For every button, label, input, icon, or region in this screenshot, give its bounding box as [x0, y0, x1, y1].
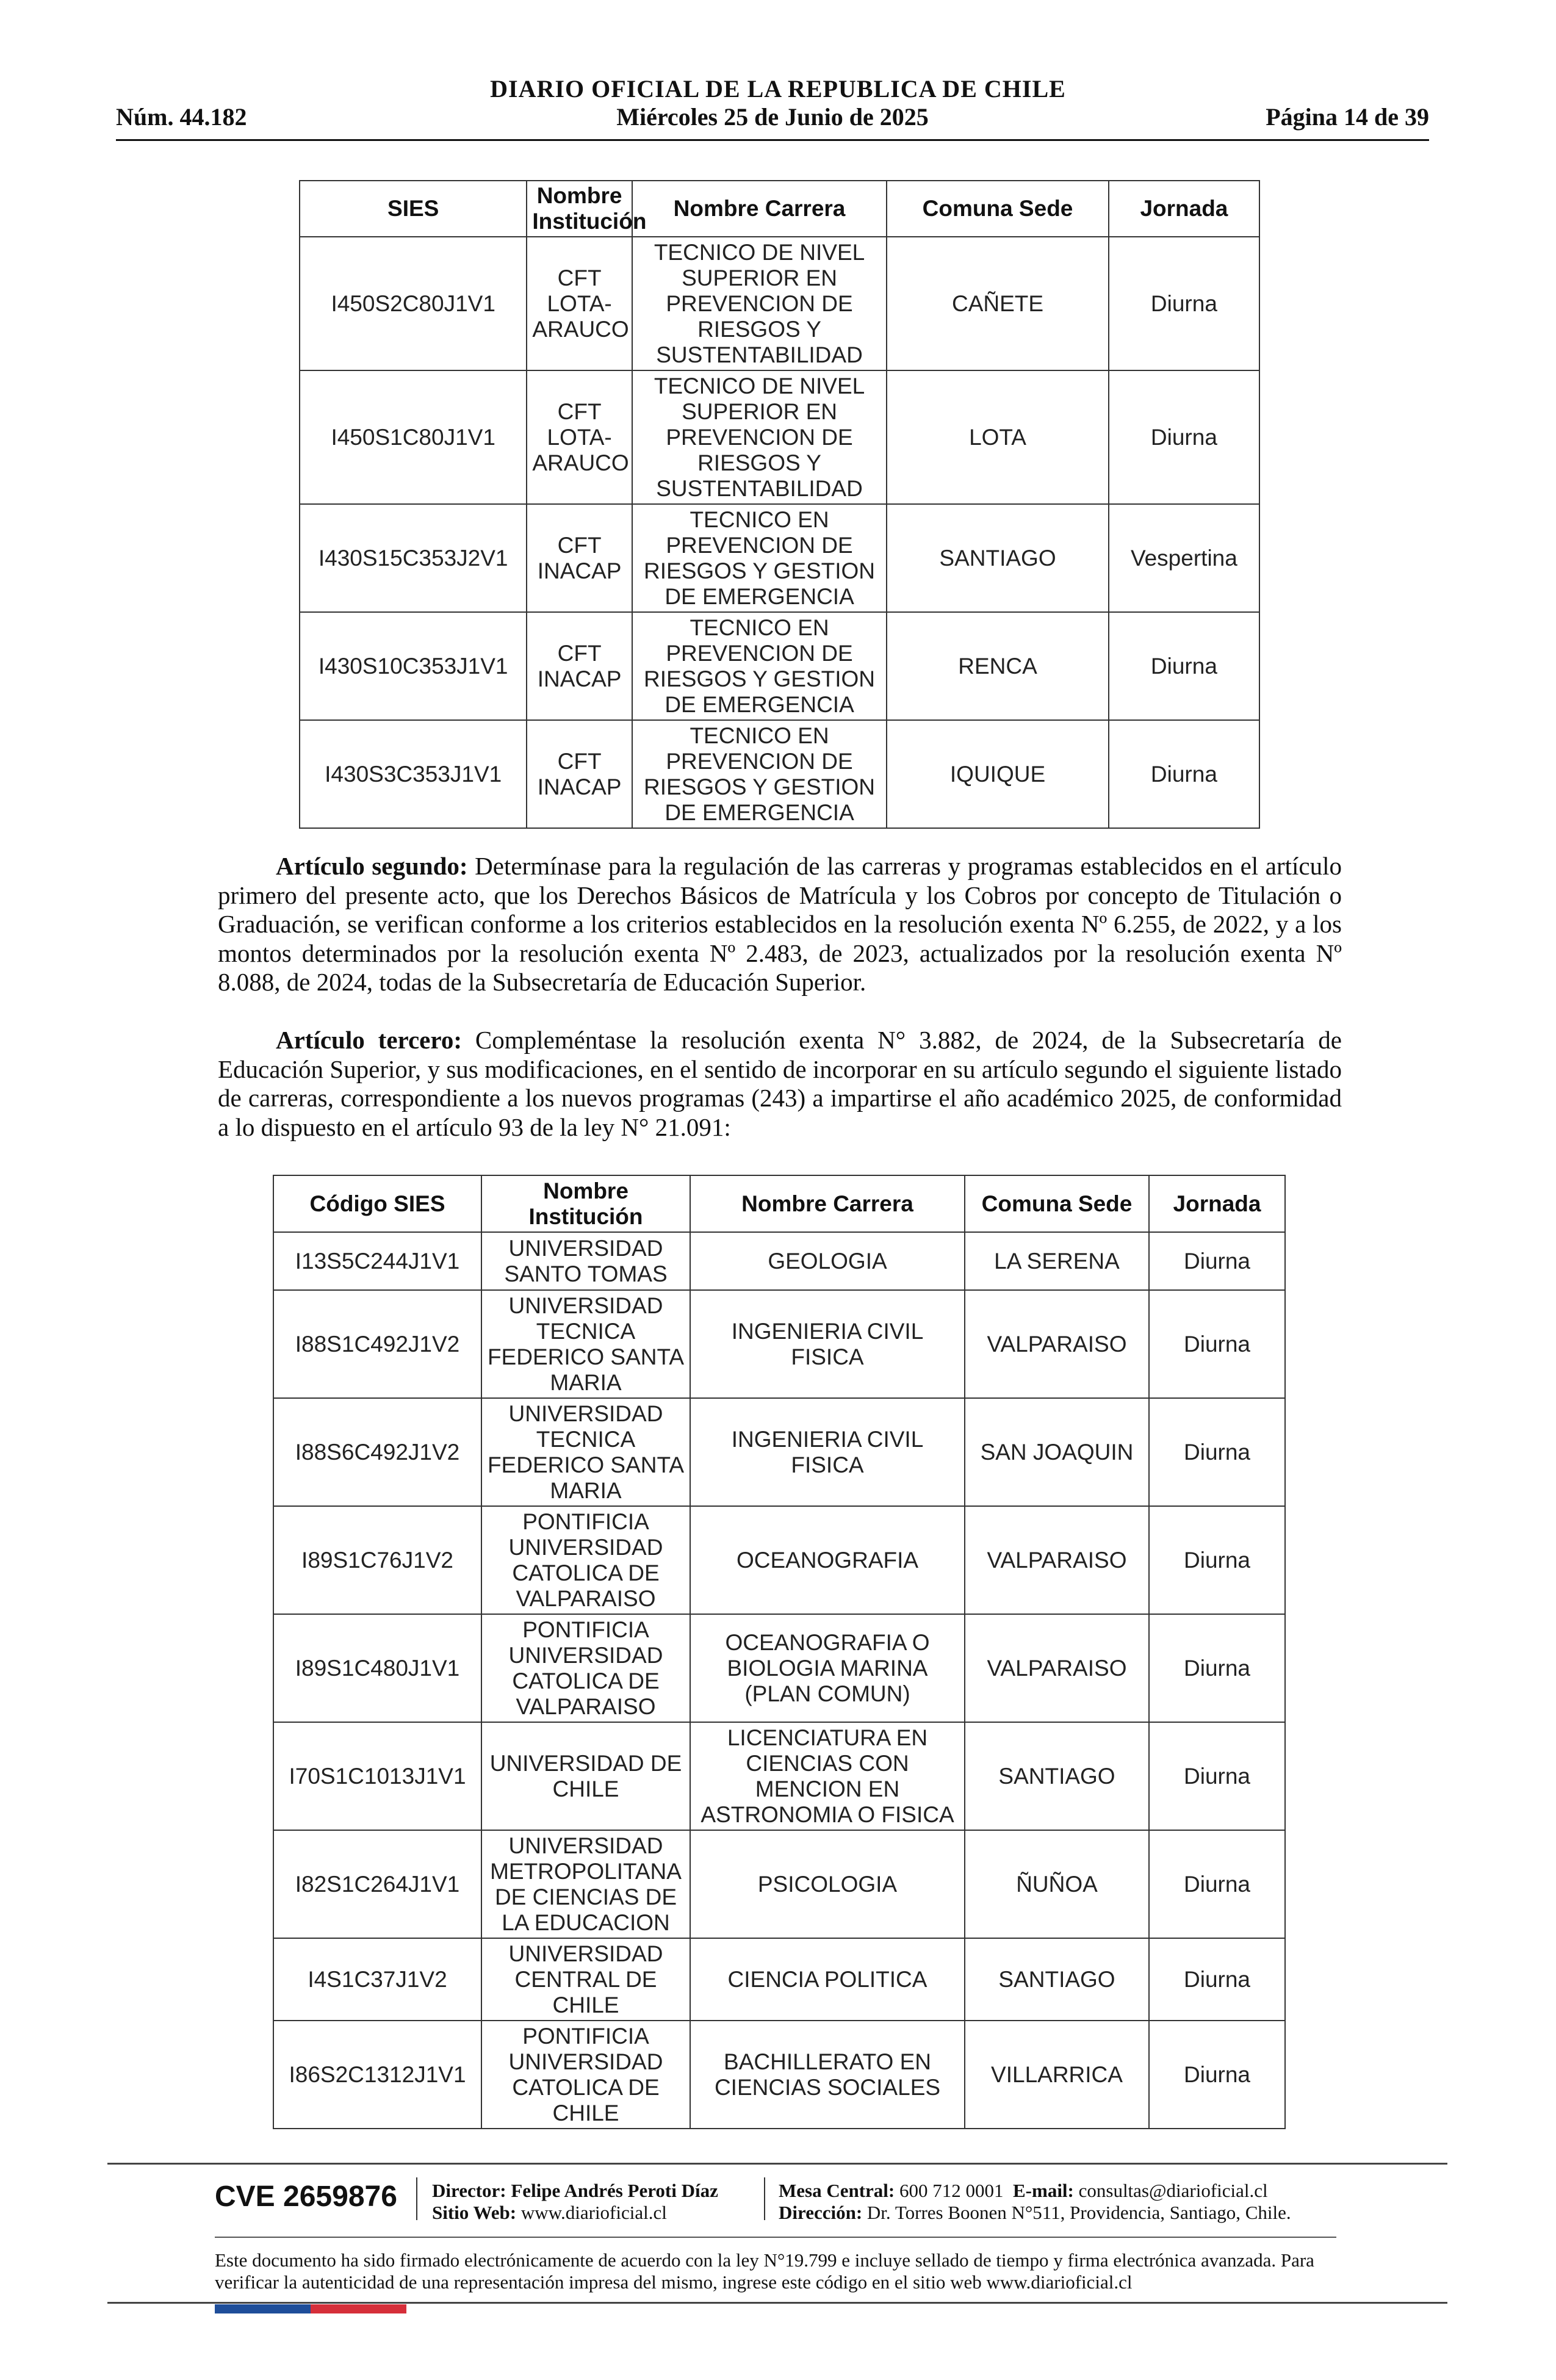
signature-notice: Este documento ha sido firmado electrónicamente de acuerdo con la ley N°19.799 e incluye sellado de tiempo y firma electrónica avanzada. Para verificar la autenticidad de una representación impresa del mismo, ingrese este código en el sitio web www.diarioficial.cl [215, 2249, 1314, 2293]
table-row [273, 1830, 1285, 1938]
career-name: TECNICO EN PREVENCION DE RIESGOS Y GESTION DE EMERGENCIA [632, 612, 887, 720]
career-name: INGENIERIA CIVIL FISICA [690, 1398, 965, 1506]
flag-stripe-red [311, 2304, 406, 2313]
director-name: Felipe Andrés Peroti Díaz [511, 2180, 718, 2201]
email-link[interactable]: consultas@diarioficial.cl [1078, 2180, 1268, 2201]
phone-label: Mesa Central: [779, 2180, 895, 2201]
table-row [273, 1722, 1285, 1830]
schedule: Diurna [1149, 1938, 1285, 2021]
article-third-heading: Artículo tercero: [276, 1026, 462, 1054]
col-header-institution: Nombre Institución [527, 181, 632, 237]
career-name: CIENCIA POLITICA [690, 1938, 965, 2021]
schedule: Diurna [1149, 1830, 1285, 1938]
sies-code: I430S10C353J1V1 [300, 612, 527, 720]
table-row [273, 1290, 1285, 1398]
site-label: Sitio Web: [432, 2202, 517, 2223]
table-header-row [273, 1175, 1285, 1232]
career-name: LICENCIATURA EN CIENCIAS CON MENCION EN ASTRONOMIA O FISICA [690, 1722, 965, 1830]
campus-commune: SANTIAGO [965, 1722, 1149, 1830]
campus-commune: VALPARAISO [965, 1614, 1149, 1722]
institution-name: CFT INACAP [527, 504, 632, 612]
institution-name: CFT INACAP [527, 720, 632, 828]
table-row [300, 370, 1259, 504]
schedule: Diurna [1149, 1398, 1285, 1506]
sies-code: I82S1C264J1V1 [273, 1830, 481, 1938]
institution-name: CFT LOTA-ARAUCO [527, 370, 632, 504]
schedule: Diurna [1149, 1614, 1285, 1722]
career-name: TECNICO EN PREVENCION DE RIESGOS Y GESTION DE EMERGENCIA [632, 504, 887, 612]
sies-code: I13S5C244J1V1 [273, 1232, 481, 1290]
sies-code: I88S1C492J1V2 [273, 1290, 481, 1398]
career-name: OCEANOGRAFIA O BIOLOGIA MARINA (PLAN COMUN) [690, 1614, 965, 1722]
table-row [273, 2021, 1285, 2129]
institution-name: UNIVERSIDAD CENTRAL DE CHILE [481, 1938, 690, 2021]
schedule: Vespertina [1109, 504, 1259, 612]
institution-name: UNIVERSIDAD TECNICA FEDERICO SANTA MARIA [481, 1290, 690, 1398]
institution-name: CFT INACAP [527, 612, 632, 720]
sies-code: I89S1C76J1V2 [273, 1506, 481, 1614]
schedule: Diurna [1109, 237, 1259, 370]
schedule: Diurna [1109, 612, 1259, 720]
sies-code: I430S3C353J1V1 [300, 720, 527, 828]
campus-commune: VILLARRICA [965, 2021, 1149, 2129]
table-row [300, 504, 1259, 612]
career-name: BACHILLERATO EN CIENCIAS SOCIALES [690, 2021, 965, 2129]
address-value: Dr. Torres Boonen N°511, Providencia, Santiago, Chile. [866, 2202, 1291, 2223]
institution-name: PONTIFICIA UNIVERSIDAD CATOLICA DE VALPARAISO [481, 1506, 690, 1614]
footer-separator [764, 2177, 765, 2220]
header-divider [116, 139, 1429, 141]
sies-code: I430S15C353J2V1 [300, 504, 527, 612]
campus-commune: SAN JOAQUIN [965, 1398, 1149, 1506]
institution-name: PONTIFICIA UNIVERSIDAD CATOLICA DE CHILE [481, 2021, 690, 2129]
campus-commune: SANTIAGO [887, 504, 1109, 612]
schedule: Diurna [1149, 1290, 1285, 1398]
campus-commune: IQUIQUE [887, 720, 1109, 828]
schedule: Diurna [1149, 1506, 1285, 1614]
institution-name: UNIVERSIDAD DE CHILE [481, 1722, 690, 1830]
phone-value: 600 712 0001 [899, 2180, 1004, 2201]
schedule: Diurna [1109, 370, 1259, 504]
institution-name: UNIVERSIDAD METROPOLITANA DE CIENCIAS DE LA EDUCACION [481, 1830, 690, 1938]
career-name: TECNICO DE NIVEL SUPERIOR EN PREVENCION DE RIESGOS Y SUSTENTABILIDAD [632, 237, 887, 370]
article-second-heading: Artículo segundo: [276, 852, 468, 880]
campus-commune: CAÑETE [887, 237, 1109, 370]
campus-commune: VALPARAISO [965, 1290, 1149, 1398]
cve-code: CVE 2659876 [215, 2180, 397, 2213]
institution-name: CFT LOTA-ARAUCO [527, 237, 632, 370]
sies-code: I450S2C80J1V1 [300, 237, 527, 370]
career-name: OCEANOGRAFIA [690, 1506, 965, 1614]
schedule: Diurna [1149, 2021, 1285, 2129]
col-header-schedule: Jornada [1109, 181, 1259, 237]
institution-name: UNIVERSIDAD SANTO TOMAS [481, 1232, 690, 1290]
campus-commune: VALPARAISO [965, 1506, 1149, 1614]
footer-divider-top [107, 2163, 1447, 2165]
careers-table-2 [273, 1175, 1286, 2129]
schedule: Diurna [1149, 1722, 1285, 1830]
table-row [300, 237, 1259, 370]
footer-director-block [432, 2180, 718, 2224]
schedule: Diurna [1109, 720, 1259, 828]
institution-name: PONTIFICIA UNIVERSIDAD CATOLICA DE VALPARAISO [481, 1614, 690, 1722]
header-row [116, 103, 1429, 139]
col-header-career: Nombre Carrera [690, 1175, 965, 1232]
footer-separator [416, 2177, 417, 2220]
sies-code: I88S6C492J1V2 [273, 1398, 481, 1506]
masthead-title: DIARIO OFICIAL DE LA REPUBLICA DE CHILE [490, 75, 1066, 103]
career-name: TECNICO EN PREVENCION DE RIESGOS Y GESTION DE EMERGENCIA [632, 720, 887, 828]
page-number: Página 14 de 39 [1266, 103, 1429, 131]
career-name: TECNICO DE NIVEL SUPERIOR EN PREVENCION DE RIESGOS Y SUSTENTABILIDAD [632, 370, 887, 504]
table-header-row [300, 181, 1259, 237]
footer-divider-mid [215, 2237, 1336, 2238]
article-second-text: Determínase para la regulación de las carreras y programas establecidos en el artículo primero del presente acto, que los Derechos Básicos de Matrícula y los Cobros por concepto de Titulación o Graduación, se verifican conforme a los criterios establecidos en la resolución exenta Nº 6.255, de 2022, y a los montos determinados por la resolución exenta Nº 2.483, de 2023, actualizados por la resolución exenta Nº 8.088, de 2024, todas de la Subsecretaría de Educación Superior. [218, 852, 1342, 996]
col-header-campus: Comuna Sede [887, 181, 1109, 237]
table-row [273, 1938, 1285, 2021]
career-name: PSICOLOGIA [690, 1830, 965, 1938]
footer-contact-block [779, 2180, 1291, 2224]
col-header-career: Nombre Carrera [632, 181, 887, 237]
table-row [273, 1232, 1285, 1290]
campus-commune: LOTA [887, 370, 1109, 504]
table-row [273, 1614, 1285, 1722]
table-row [273, 1506, 1285, 1614]
table-row [300, 612, 1259, 720]
issue-date: Miércoles 25 de Junio de 2025 [616, 103, 929, 131]
col-header-campus: Comuna Sede [965, 1175, 1149, 1232]
table-row [300, 720, 1259, 828]
flag-stripe-blue [215, 2304, 311, 2313]
article-second [218, 852, 1342, 997]
sies-code: I4S1C37J1V2 [273, 1938, 481, 2021]
site-link[interactable]: www.diarioficial.cl [520, 2202, 667, 2223]
col-header-schedule: Jornada [1149, 1175, 1285, 1232]
campus-commune: LA SERENA [965, 1232, 1149, 1290]
campus-commune: ÑUÑOA [965, 1830, 1149, 1938]
col-header-institution: Nombre Institución [481, 1175, 690, 1232]
table-row [273, 1398, 1285, 1506]
sies-code: I86S2C1312J1V1 [273, 2021, 481, 2129]
career-name: GEOLOGIA [690, 1232, 965, 1290]
institution-name: UNIVERSIDAD TECNICA FEDERICO SANTA MARIA [481, 1398, 690, 1506]
director-label: Director: [432, 2180, 506, 2201]
schedule: Diurna [1149, 1232, 1285, 1290]
sies-code: I450S1C80J1V1 [300, 370, 527, 504]
careers-table-1 [299, 180, 1260, 829]
footer-divider-bottom [107, 2302, 1447, 2304]
address-label: Dirección: [779, 2202, 863, 2223]
campus-commune: RENCA [887, 612, 1109, 720]
career-name: INGENIERIA CIVIL FISICA [690, 1290, 965, 1398]
col-header-sies: SIES [300, 181, 527, 237]
col-header-sies-code: Código SIES [273, 1175, 481, 1232]
article-third [218, 1026, 1342, 1142]
article-third-text: Compleméntase la resolución exenta N° 3.882, de 2024, de la Subsecretaría de Educación Superior, y sus modificaciones, en el sentido de incorporar en su artículo segundo el siguiente listado de carreras, correspondiente a los nuevos programas (243) a impartirse el año académico 2025, de conformidad a lo dispuesto en el artículo 93 de la ley N° 21.091: [218, 1026, 1342, 1141]
issue-number: Núm. 44.182 [116, 103, 247, 131]
email-label: E-mail: [1013, 2180, 1074, 2201]
sies-code: I70S1C1013J1V1 [273, 1722, 481, 1830]
sies-code: I89S1C480J1V1 [273, 1614, 481, 1722]
campus-commune: SANTIAGO [965, 1938, 1149, 2021]
